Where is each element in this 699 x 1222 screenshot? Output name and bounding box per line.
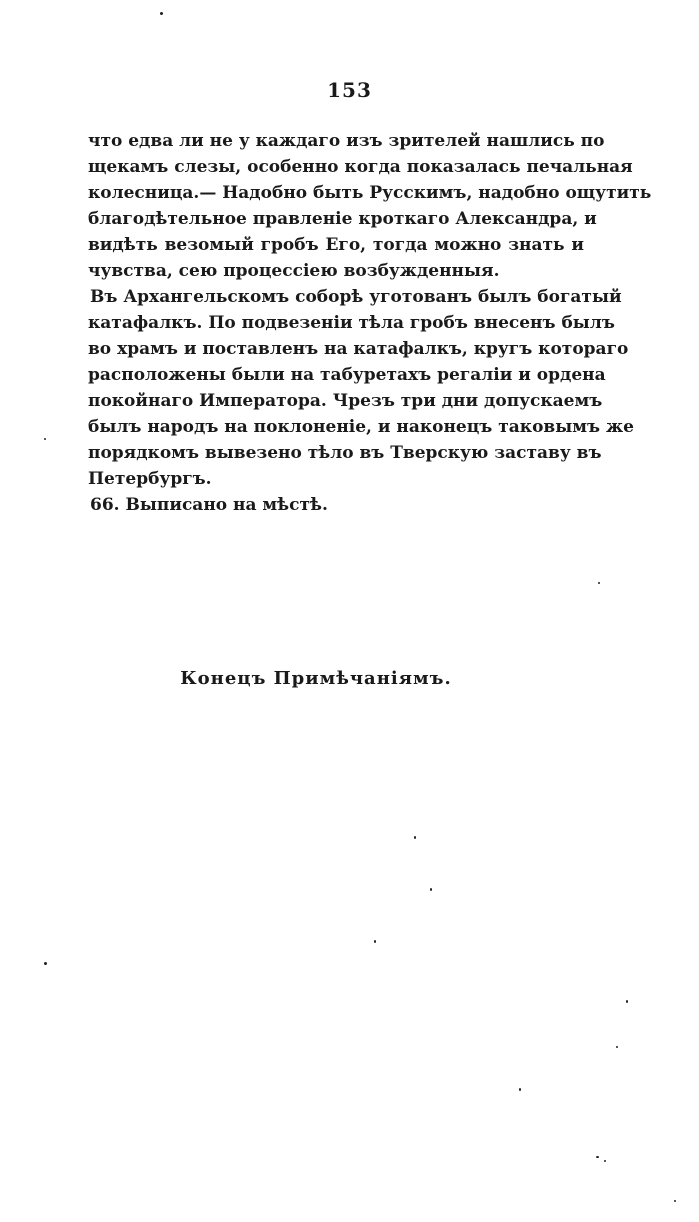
body-text: [88, 128, 652, 518]
scan-speck: [604, 1160, 606, 1162]
text-line: катафалкъ. По подвезеніи тѣла гробъ внесенъ былъ: [88, 313, 615, 333]
scan-speck: [44, 962, 47, 965]
text-line: щекамъ слезы, особенно когда показалась печальная: [88, 157, 633, 177]
scan-speck: [44, 438, 46, 440]
scan-speck: [616, 1046, 618, 1048]
text-line: 66. Выписано на мѣстѣ.: [90, 495, 328, 515]
text-line: покойнаго Императора. Чрезъ три дни допускаемъ: [88, 391, 603, 411]
text-line: видѣть везомый гробъ Его, тогда можно знать и: [88, 235, 584, 255]
text-line: колесница.— Надобно быть Русскимъ, надобно ощутить: [88, 183, 652, 203]
scan-speck: [160, 12, 163, 15]
scan-speck: [596, 1156, 599, 1158]
scan-speck: [414, 836, 416, 839]
text-line: былъ народъ на поклоненіе, и наконецъ таковымъ же: [88, 417, 634, 437]
text-line: Петербургъ.: [88, 469, 212, 489]
scan-speck: [674, 1200, 676, 1202]
scan-speck: [519, 1088, 521, 1091]
page-number: 153: [327, 78, 372, 102]
text-line: порядкомъ вывезено тѣло въ Тверскую заставу въ: [88, 443, 602, 463]
text-line: что едва ли не у каждаго изъ зрителей нашлись по: [88, 131, 605, 151]
text-line: во храмъ и поставленъ на катафалкъ, кругъ котораго: [88, 339, 629, 359]
text-line: чувства, сею процессіею возбужденныя.: [88, 261, 500, 281]
text-line: расположены были на табуретахъ регаліи и ордена: [88, 365, 606, 385]
scan-speck: [598, 582, 600, 584]
end-title: Конецъ Примѣчаніямъ.: [180, 668, 452, 689]
scan-speck: [374, 940, 376, 943]
scan-speck: [626, 1000, 628, 1003]
text-line: благодѣтельное правленіе кроткаго Александра, и: [88, 209, 597, 229]
scan-speck: [430, 888, 432, 891]
text-line: Въ Архангельскомъ соборѣ уготованъ былъ богатый: [90, 287, 622, 307]
